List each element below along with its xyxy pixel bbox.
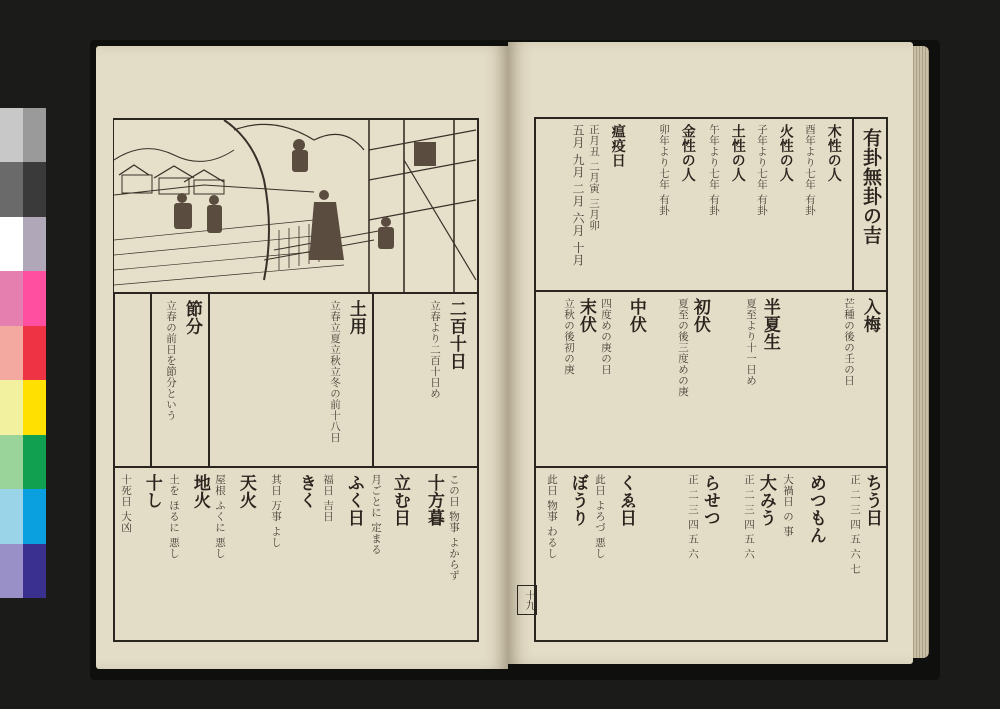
taimu-heading: 大みう (755, 474, 776, 527)
chu-day-text: 正 二 三 四 五 六 七 (849, 474, 861, 575)
left-mid-rule-1 (372, 292, 374, 466)
calibration-swatch (23, 271, 46, 325)
setsubun-text: 立春の前日を節分という (165, 300, 177, 421)
calibration-swatch (23, 380, 46, 434)
left-bottom-head-4: きく (295, 474, 316, 509)
chufuku-heading: 中伏 (625, 298, 646, 333)
left-divider-bottom (113, 466, 479, 468)
left-mid-rule-2 (208, 292, 210, 466)
left-bottom-col-2: 月ごとに 定まる (370, 474, 383, 555)
folio-number: 十九 (517, 585, 537, 615)
left-bottom-col-3: 福日 吉日 (322, 474, 335, 522)
left-bottom-col-6: 土を ほるに 悪し (168, 474, 181, 559)
doyo-text: 立春立夏立秋立冬の前十八日 (329, 300, 341, 443)
hangesho-heading: 半夏生 (759, 298, 780, 351)
nihyakutoka-text: 立春より二百十日め (429, 300, 441, 399)
rasetsu-heading: らせつ (699, 474, 720, 527)
farm-scene-illustration (114, 120, 476, 292)
bori-text: 此日 物事 わるし (546, 474, 559, 559)
kue-day-text: 此日 よろづ 悪し (594, 474, 607, 559)
calibration-swatch (0, 380, 23, 434)
calibration-swatch (0, 489, 23, 543)
shofuku-heading: 初伏 (689, 298, 710, 333)
page-title: 有卦無卦の吉 (859, 128, 882, 245)
earth-nature-heading: 土性の人 (729, 124, 746, 182)
calibration-swatch (0, 108, 23, 162)
right-divider-top (534, 290, 888, 292)
chufuku-text: 四度めの庚の日 (600, 298, 613, 375)
kue-day-heading: くゑ日 (615, 474, 636, 527)
wood-nature-heading: 木性の人 (825, 124, 842, 182)
setsubun-heading: 節分 (181, 300, 202, 335)
calibration-swatch (23, 326, 46, 380)
nihyakutoka-heading: 二百十日 (445, 300, 466, 370)
shofuku-text: 夏至の後三度めの庚 (677, 298, 689, 397)
calibration-swatch (23, 544, 46, 598)
calibration-swatch (0, 326, 23, 380)
right-divider-bottom (534, 466, 888, 468)
left-bottom-col-7: 十死日 大凶 (120, 474, 133, 533)
calibration-swatch (0, 544, 23, 598)
calibration-swatch (23, 108, 46, 162)
left-bottom-head-7: 十し (141, 474, 162, 509)
left-bottom-col-5: 屋根 ふくに 悪し (214, 474, 227, 559)
metal-nature-heading: 金性の人 (679, 124, 696, 182)
fire-nature-text: 子年より七年 有卦 (756, 124, 769, 216)
calibration-swatch (23, 435, 46, 489)
left-bottom-head-5: 天火 (235, 474, 256, 509)
calibration-swatch (0, 162, 23, 216)
left-bottom-head-3: ふく日 (343, 474, 364, 527)
left-bottom-head-6: 地火 (189, 474, 210, 509)
left-bottom-head-2: 立む日 (389, 474, 410, 527)
left-divider-top (113, 292, 479, 294)
illustration-svg (114, 120, 476, 292)
metal-nature-text: 卯年より七年 有卦 (658, 124, 671, 216)
metsumon-text: 大禍日 の 事 (782, 474, 795, 537)
taimu-text: 正 二 三 四 五 六 (743, 474, 755, 560)
pestilence-day-text: 正月丑 二月寅 三月卯 (588, 124, 601, 231)
calibration-swatch (0, 435, 23, 489)
left-bottom-head-1: 十方暮 (423, 474, 444, 527)
nyubai-text: 芒種の後の壬の日 (843, 298, 855, 386)
rasetsu-text: 正 二 三 四 五 六 (687, 474, 699, 560)
months-list: 五月 九月 二月 六月 十月 (571, 124, 585, 267)
bori-heading: ぼうり (567, 474, 588, 527)
pestilence-day-heading: 瘟疫日 (609, 124, 626, 168)
mappuku-heading: 末伏 (575, 298, 596, 333)
calibration-swatch (0, 217, 23, 271)
fire-nature-heading: 火性の人 (777, 124, 794, 182)
left-bottom-col-4: 其日 万事 よし (270, 474, 283, 548)
calibration-swatch (23, 217, 46, 271)
mappuku-text: 立秋の後初の庚 (563, 298, 575, 375)
hangesho-text: 夏至より十一日め (745, 298, 757, 386)
doyo-heading: 土用 (345, 300, 366, 335)
calibration-swatch (23, 489, 46, 543)
calibration-swatch (23, 162, 46, 216)
color-calibration-strip (0, 108, 46, 598)
nyubai-heading: 入梅 (859, 298, 880, 333)
left-bottom-col-1: この日 物事 よからず (448, 474, 461, 581)
calibration-swatch (0, 271, 23, 325)
wood-nature-text: 酉年より七年 有卦 (804, 124, 817, 216)
chu-day-heading: ちう日 (861, 474, 882, 527)
earth-nature-text: 午年より七年 有卦 (708, 124, 721, 216)
metsumon-heading: めつもん (805, 474, 826, 544)
title-rule (852, 117, 854, 290)
